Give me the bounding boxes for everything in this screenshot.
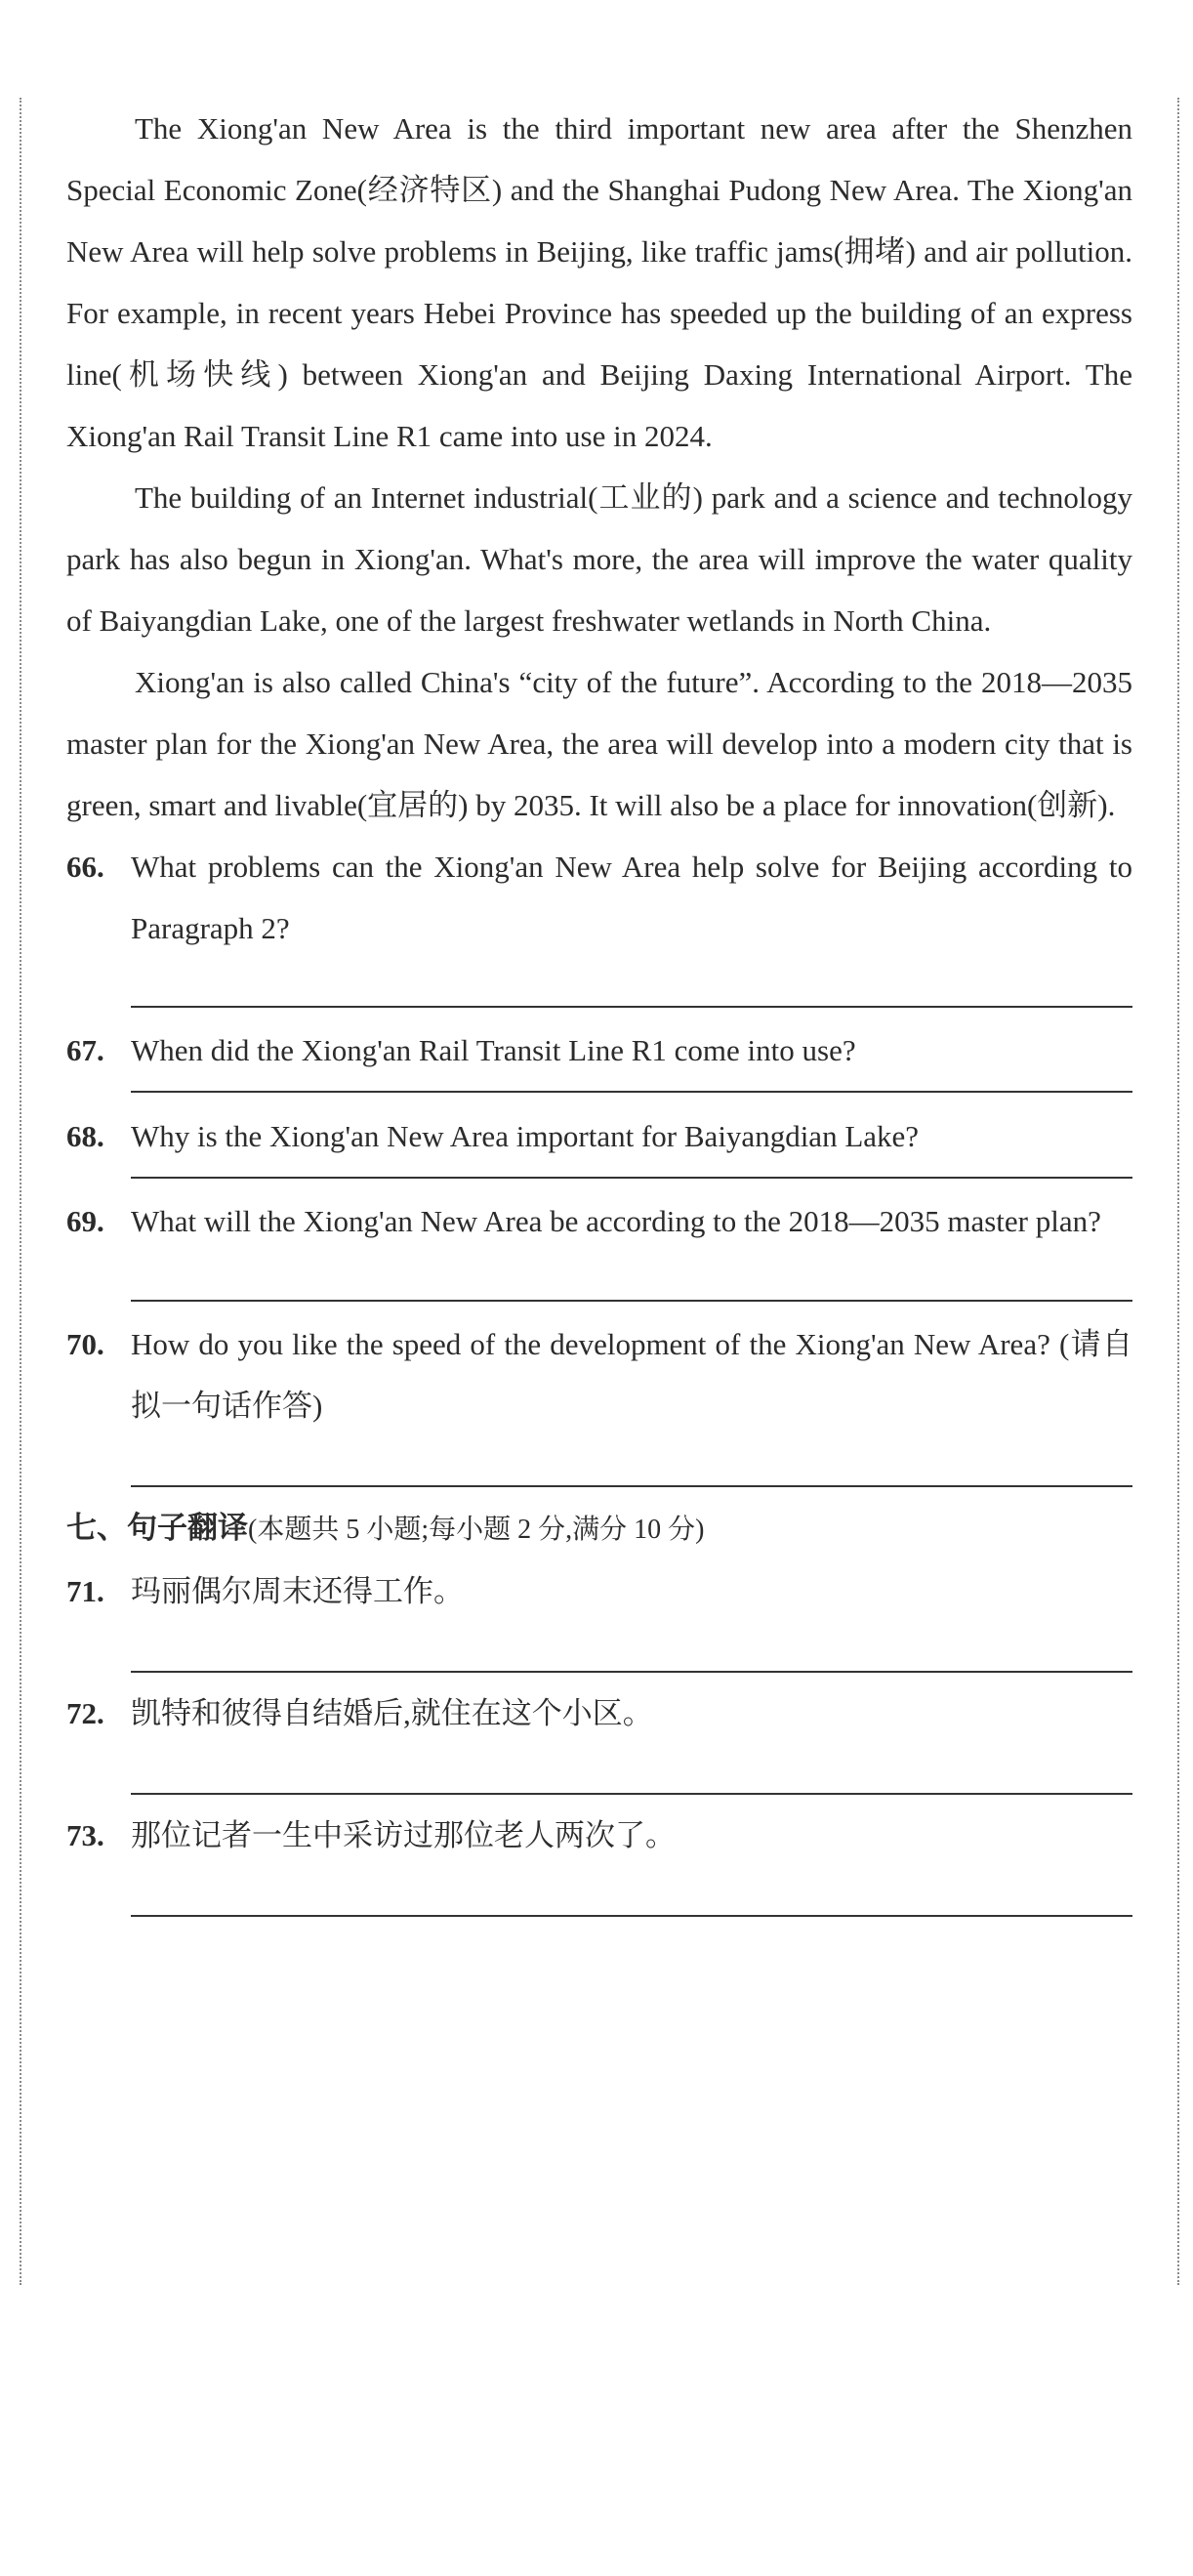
question-72 xyxy=(66,1683,1132,1744)
section-title: 七、句子翻译 xyxy=(66,1511,248,1545)
question-69 xyxy=(66,1190,1132,1252)
section-note: (本题共 5 小题;每小题 2 分,满分 10 分) xyxy=(248,1515,705,1545)
question-number: 73. xyxy=(66,1818,104,1852)
left-binding-line xyxy=(20,98,21,2285)
question-text: How do you like the speed of the development of the Xiong'an New Area? (请自拟一句话作答) xyxy=(131,1327,1132,1423)
question-text: What problems can the Xiong'an New Area help solve for Beijing according to Paragraph 2? xyxy=(131,850,1132,945)
question-68 xyxy=(66,1105,1132,1167)
question-66 xyxy=(66,836,1132,959)
passage-paragraph-3: Xiong'an is also called China's “city of the future”. According to the 2018—2035 master plan for the Xiong'an New Area, the area will develop into a modern city that is green, smart and livable(宜居的) by 2035. It will also be a place for innovation(创新). xyxy=(66,665,1132,822)
question-number: 70. xyxy=(66,1327,104,1361)
worksheet-page xyxy=(66,98,1132,1917)
question-71 xyxy=(66,1560,1132,1622)
passage-paragraph-2: The building of an Internet industrial(工业的) park and a science and technology park has also begun in Xiong'an. What's more, the area will improve the water quality of Baiyangdian Lake, one of the largest freshwater wetlands in North China. xyxy=(66,480,1132,638)
right-binding-line xyxy=(1177,98,1179,2285)
question-67 xyxy=(66,1019,1132,1081)
question-number: 66. xyxy=(66,850,104,884)
question-number: 71. xyxy=(66,1574,104,1608)
question-70 xyxy=(66,1313,1132,1436)
question-text: When did the Xiong'an Rail Transit Line R1 come into use? xyxy=(131,1033,856,1067)
question-text: 凯特和彼得自结婚后,就住在这个小区。 xyxy=(131,1696,653,1730)
question-number: 72. xyxy=(66,1696,104,1730)
answer-line-73[interactable] xyxy=(131,1915,1132,1917)
question-73 xyxy=(66,1805,1132,1866)
section-heading xyxy=(66,1497,1132,1560)
question-number: 67. xyxy=(66,1033,104,1067)
question-text: 玛丽偶尔周末还得工作。 xyxy=(131,1574,464,1608)
question-text: Why is the Xiong'an New Area important for Baiyangdian Lake? xyxy=(131,1119,920,1153)
question-text: What will the Xiong'an New Area be according to the 2018—2035 master plan? xyxy=(131,1204,1101,1238)
passage-paragraph-1: The Xiong'an New Area is the third important new area after the Shenzhen Special Economic Zone(经济特区) and the Shanghai Pudong New Area. The Xiong'an New Area will help solve problems in Beijing, like traffic jams(拥堵) and air pollution. For example, in recent years Hebei Province has speeded up the building of an express line(机场快线) between Xiong'an and Beijing Daxing International Airport. The Xiong'an Rail Transit Line R1 came into use in 2024. xyxy=(66,111,1132,453)
question-number: 69. xyxy=(66,1204,104,1238)
question-number: 68. xyxy=(66,1119,104,1153)
question-text: 那位记者一生中采访过那位老人两次了。 xyxy=(131,1818,676,1852)
